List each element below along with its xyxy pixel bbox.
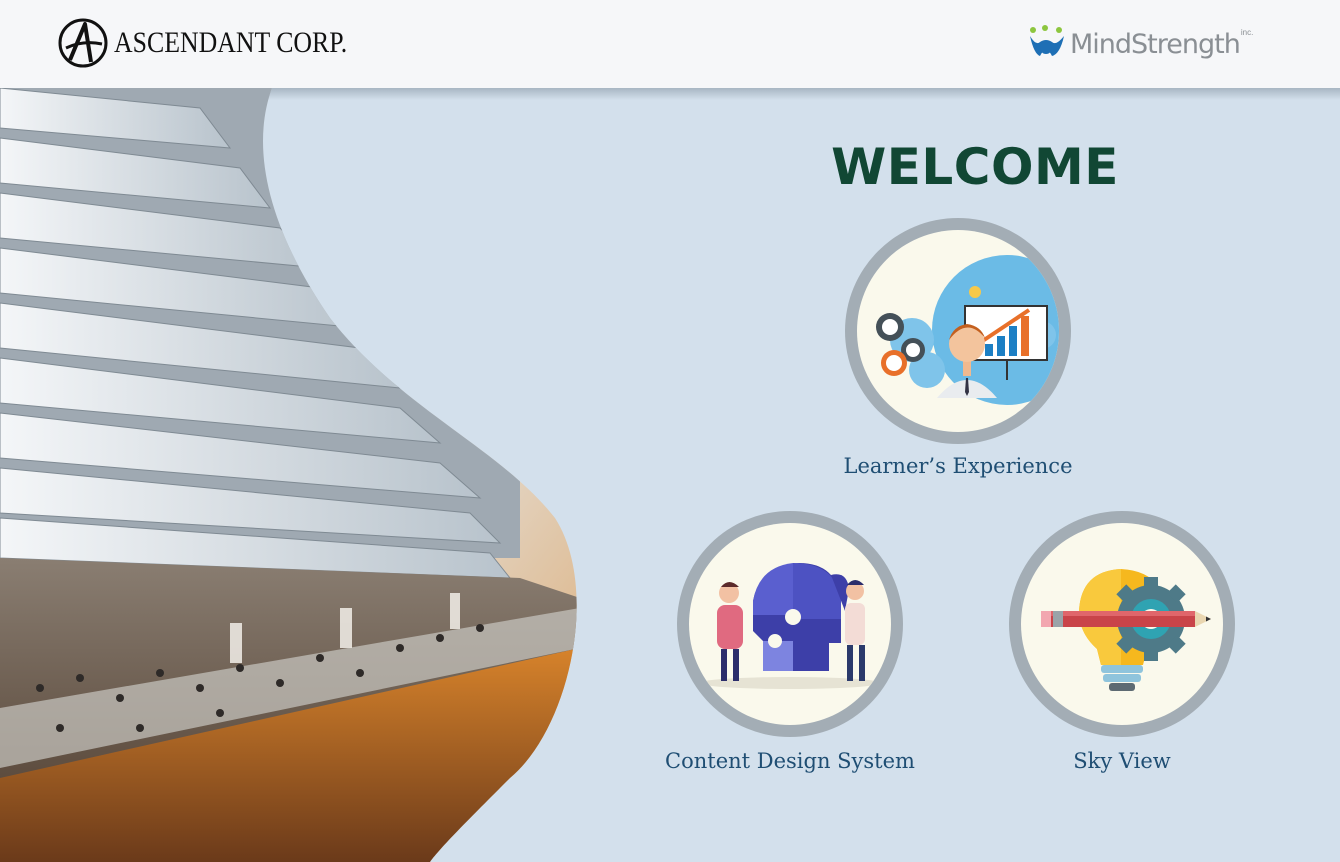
lightbulb-gear-icon <box>1021 523 1223 725</box>
sky-view-button[interactable] <box>1009 511 1235 737</box>
page-title: WELCOME <box>831 138 1119 196</box>
puzzle-head-icon <box>689 523 891 725</box>
ascendant-logo[interactable] <box>58 18 385 68</box>
learners-experience-image <box>857 230 1059 432</box>
mindstrength-logo-text: MindStrength <box>1070 28 1240 60</box>
learners-experience-tile[interactable] <box>843 218 1073 478</box>
presenter-chart-icon <box>857 230 1059 432</box>
header-bar <box>0 0 1340 88</box>
a-circle-logo-icon <box>58 18 108 68</box>
content-design-system-label[interactable]: Content Design System <box>665 749 915 773</box>
sky-view-label[interactable]: Sky View <box>1073 749 1171 773</box>
content-design-system-tile[interactable] <box>665 511 915 773</box>
figure-logo-icon <box>1026 24 1068 64</box>
learners-experience-button[interactable] <box>845 218 1071 444</box>
mindstrength-logo-suffix: inc. <box>1240 27 1254 37</box>
mindstrength-logo[interactable] <box>1026 24 1253 64</box>
sky-view-tile[interactable] <box>1009 511 1235 773</box>
sky-view-image <box>1021 523 1223 725</box>
building-hero-image <box>0 88 580 862</box>
learners-experience-label[interactable]: Learner’s Experience <box>843 454 1073 478</box>
content-design-system-button[interactable] <box>677 511 903 737</box>
ascendant-logo-text: ASCENDANT CORP. <box>114 26 348 59</box>
content-design-system-image <box>689 523 891 725</box>
